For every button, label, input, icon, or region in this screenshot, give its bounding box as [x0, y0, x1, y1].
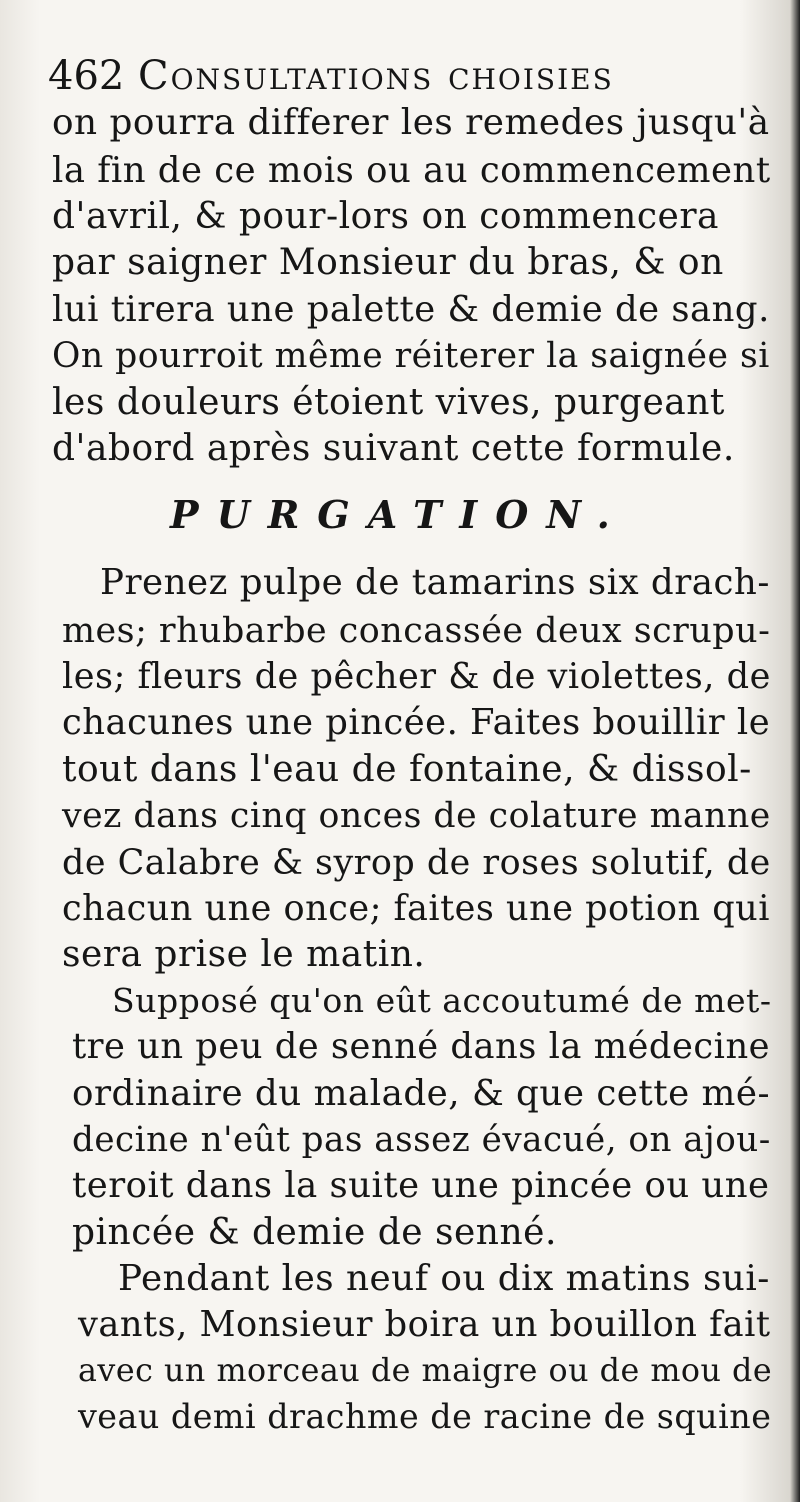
- text-line: On pourroit même réiterer la saignée si: [52, 336, 770, 376]
- text-line: les; fleurs de pêcher & de violettes, de: [62, 656, 771, 697]
- section-heading: PURGATION.: [170, 492, 628, 537]
- text-line: Pendant les neuf ou dix matins sui-: [118, 1258, 770, 1299]
- text-line: lui tirera une palette & demie de sang.: [52, 289, 770, 330]
- text-line: les douleurs étoient vives, purgeant: [52, 382, 725, 423]
- page-header: [48, 52, 748, 100]
- text-line: par saigner Monsieur du bras, & on: [52, 242, 724, 283]
- text-line: tout dans l'eau de fontaine, & dissol-: [62, 749, 752, 790]
- text-line: on pourra differer les remedes jusqu'à: [52, 102, 770, 143]
- text-line: Prenez pulpe de tamarins six drach-: [100, 562, 770, 603]
- text-line: d'avril, & pour-lors on commencera: [52, 196, 719, 237]
- running-title: Consultations choisies: [138, 53, 614, 99]
- text-line: chacunes une pincée. Faites bouillir le: [62, 702, 771, 743]
- text-line: sera prise le matin.: [62, 934, 426, 975]
- text-line: vants, Monsieur boira un bouillon fait: [78, 1304, 771, 1345]
- text-line: avec un morceau de maigre ou de mou de: [78, 1353, 773, 1389]
- text-line: mes; rhubarbe concassée deux scrupu-: [62, 611, 771, 651]
- text-line: pincée & demie de senné.: [72, 1212, 557, 1253]
- text-line: teroit dans la suite une pincée ou une: [72, 1165, 770, 1206]
- text-line: veau demi drachme de racine de squine: [78, 1397, 772, 1436]
- text-line: la fin de ce mois ou au commencement: [52, 150, 771, 191]
- text-line: tre un peu de senné dans la médecine: [72, 1026, 771, 1067]
- page-number: 462: [48, 53, 125, 99]
- text-line: ordinaire du malade, & que cette mé-: [72, 1073, 771, 1114]
- text-line: vez dans cinq onces de colature manne: [62, 796, 771, 836]
- text-line: chacun une once; faites une potion qui: [62, 888, 770, 929]
- text-line: decine n'eût pas assez évacué, on ajou-: [72, 1120, 771, 1160]
- text-line: d'abord après suivant cette formule.: [52, 428, 735, 469]
- text-line: Supposé qu'on eût accoutumé de met-: [112, 981, 772, 1020]
- text-line: de Calabre & syrop de roses solutif, de: [62, 843, 771, 883]
